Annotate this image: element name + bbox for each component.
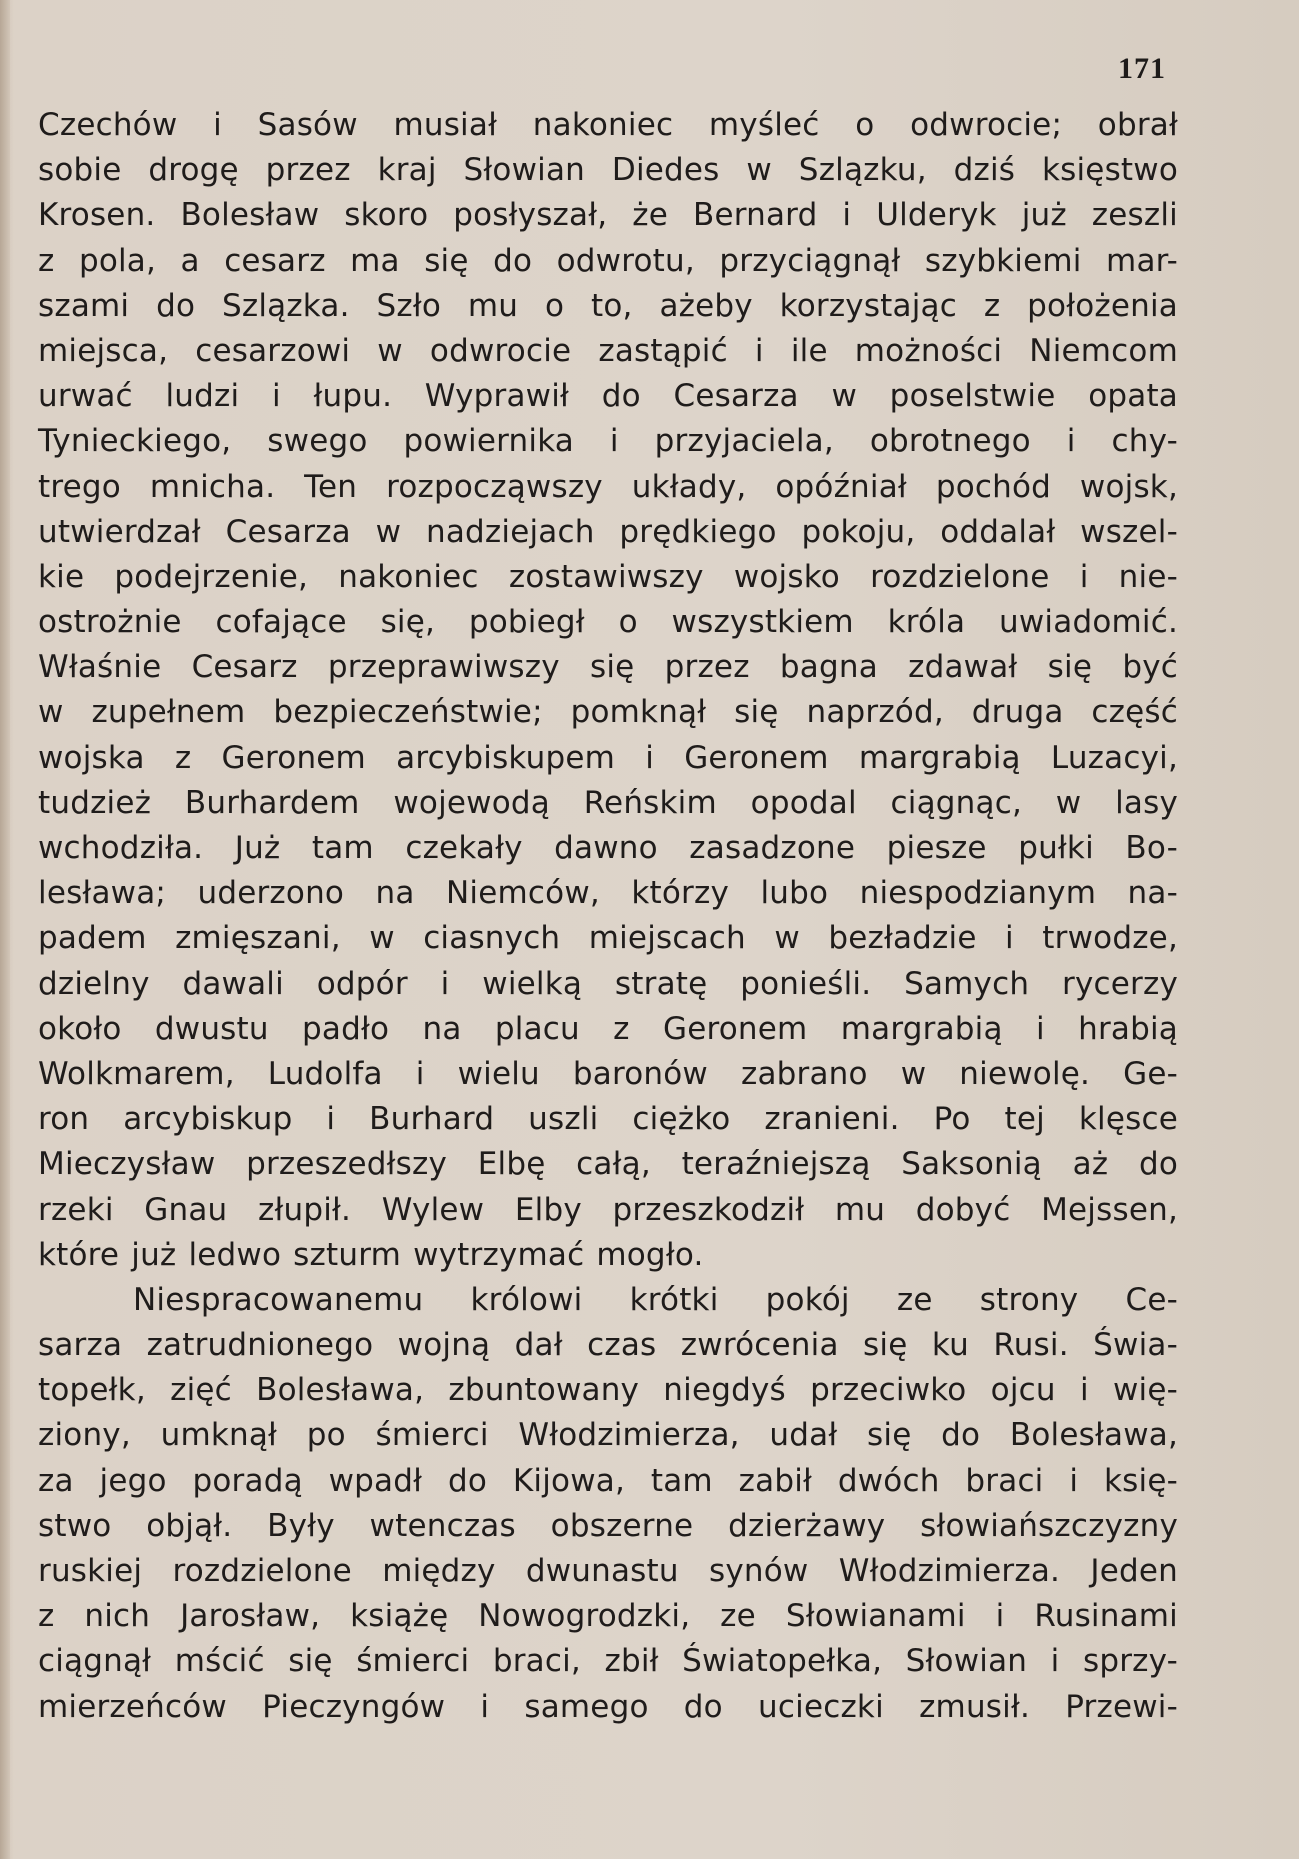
text-line: lesława; uderzono na Niemców, którzy lubo niespodzianym na-	[38, 875, 1178, 912]
text-line: padem zmięszani, w ciasnych miejscach w bezładzie i trwodze,	[38, 920, 1178, 957]
text-line: za jego poradą wpadł do Kijowa, tam zabił dwóch braci i księ-	[38, 1462, 1178, 1499]
text-line: kie podejrzenie, nakoniec zostawiwszy wojsko rozdzielone i nie-	[38, 558, 1178, 595]
text-line: dzielny dawali odpór i wielką stratę ponieśli. Samych rycerzy	[38, 965, 1178, 1002]
page-binding-edge	[0, 0, 10, 1859]
text-line: sobie drogę przez kraj Słowian Diedes w Szlązku, dziś księstwo	[38, 152, 1178, 189]
text-line: stwo objął. Były wtenczas obszerne dzierżawy słowiańszczyzny	[38, 1507, 1178, 1544]
text-line: Czechów i Sasów musiał nakoniec myśleć o odwrocie; obrał	[38, 107, 1178, 143]
text-line: utwierdzał Cesarza w nadziejach prędkiego pokoju, oddalał wszel-	[38, 513, 1178, 550]
text-line: w zupełnem bezpieczeństwie; pomknął się naprzód, druga część	[38, 694, 1178, 731]
text-line: szami do Szlązka. Szło mu o to, ażeby korzystając z położenia	[38, 287, 1178, 324]
text-line: Właśnie Cesarz przeprawiwszy się przez bagna zdawał się być	[38, 649, 1178, 686]
text-line: około dwustu padło na placu z Geronem margrabią i hrabią	[38, 1010, 1178, 1047]
text-line: wojska z Geronem arcybiskupem i Geronem margrabią Luzacyi,	[38, 739, 1178, 776]
text-line: Niespracowanemu królowi krótki pokój ze strony Ce-	[133, 1281, 1178, 1318]
body-text	[38, 103, 1178, 1730]
text-line: topełk, zięć Bolesława, zbuntowany niegdyś przeciwko ojcu i wię-	[38, 1372, 1178, 1409]
text-line: z nich Jarosław, książę Nowogrodzki, ze Słowianami i Rusinami	[38, 1598, 1178, 1635]
text-line: Krosen. Bolesław skoro posłyszał, że Bernard i Ulderyk już zeszli	[38, 197, 1178, 234]
text-line: z pola, a cesarz ma się do odwrotu, przyciągnął szybkiemi mar-	[38, 242, 1178, 279]
text-line: rzeki Gnau złupił. Wylew Elby przeszkodził mu dobyć Mejssen,	[38, 1191, 1178, 1228]
text-line: ron arcybiskup i Burhard uszli ciężko zranieni. Po tej klęsce	[38, 1101, 1178, 1138]
text-line: miejsca, cesarzowi w odwrocie zastąpić i ile możności Niemcom	[38, 332, 1178, 369]
page-number: 171	[1118, 52, 1166, 85]
text-line: sarza zatrudnionego wojną dał czas zwrócenia się ku Rusi. Świa-	[38, 1327, 1178, 1364]
text-line: Tynieckiego, swego powiernika i przyjaciela, obrotnego i chy-	[38, 423, 1178, 460]
text-line: Mieczysław przeszedłszy Elbę całą, teraźniejszą Saksonią aż do	[38, 1146, 1178, 1183]
text-line: trego mnicha. Ten rozpocząwszy układy, opóźniał pochód wojsk,	[38, 468, 1178, 505]
text-line: ziony, umknął po śmierci Włodzimierza, udał się do Bolesława,	[38, 1417, 1178, 1454]
text-line: ruskiej rozdzielone między dwunastu synów Włodzimierza. Jeden	[38, 1553, 1178, 1589]
text-line: wchodziła. Już tam czekały dawno zasadzone piesze pułki Bo-	[38, 830, 1178, 866]
text-line: mierzeńców Pieczyngów i samego do ucieczki zmusił. Przewi-	[38, 1688, 1178, 1725]
text-line: ostrożnie cofające się, pobiegł o wszystkiem króla uwiadomić.	[38, 604, 1178, 641]
text-line: urwać ludzi i łupu. Wyprawił do Cesarza w poselstwie opata	[38, 378, 1178, 415]
text-line: tudzież Burhardem wojewodą Reńskim opodal ciągnąc, w lasy	[38, 784, 1178, 821]
text-line: ciągnął mścić się śmierci braci, zbił Światopełka, Słowian i sprzy-	[38, 1643, 1178, 1680]
text-line: Wolkmarem, Ludolfa i wielu baronów zabrano w niewolę. Ge-	[38, 1055, 1178, 1092]
text-line: które już ledwo szturm wytrzymać mogło.	[38, 1236, 704, 1273]
